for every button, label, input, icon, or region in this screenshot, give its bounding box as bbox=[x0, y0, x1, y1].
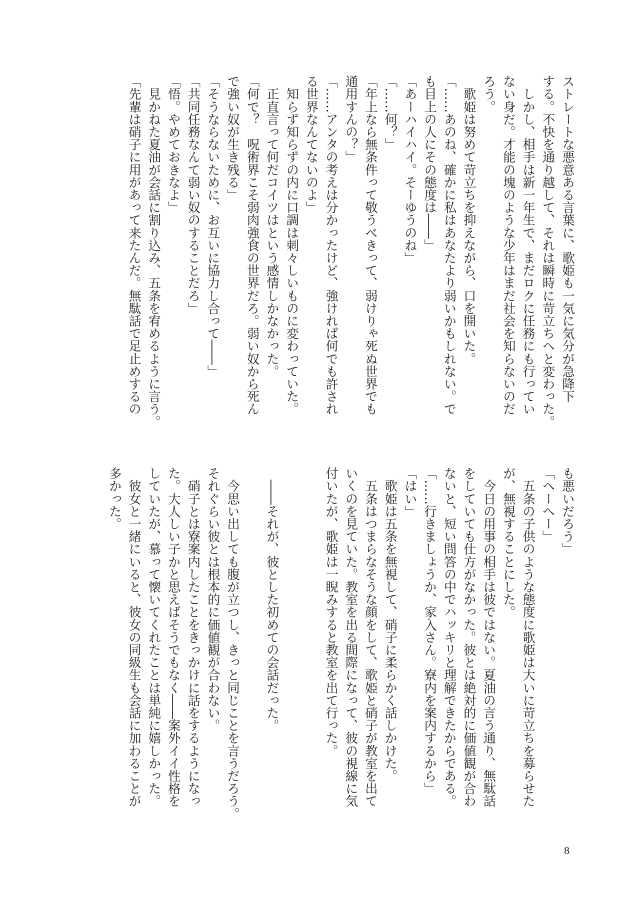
text-line: ストレートな悪意ある言葉に、歌姫も一気に気分が急降下 bbox=[560, 75, 575, 403]
text-line: 「そうならないために、お互いに協力し合って――」 bbox=[205, 75, 221, 378]
text-line: 五条はつまらなそうな顔をして、歌姫と硝子が教室を出て bbox=[362, 467, 378, 808]
text-line: ないと、短い問答の中でハッキリと理解できたからである。 bbox=[441, 467, 457, 808]
text-line: 多かった。 bbox=[106, 467, 122, 530]
text-line: ない身だ。才能の塊のような少年はまだ社会を知らないのだ bbox=[500, 75, 516, 416]
text-line: をしていても仕方がなかった。彼とは絶対的に価値観が合わ bbox=[461, 467, 477, 808]
page-number: 8 bbox=[564, 845, 570, 857]
text-line: 彼女と一緒にいると、彼女の同級生も会話に加わることが bbox=[126, 467, 142, 808]
text-line: 付いたが、歌姫は一睨みすると教室を出て行った。 bbox=[323, 467, 339, 757]
text-line: 「何で？ 呪術界こそ弱肉強食の世界だろ。弱い奴から死ん bbox=[244, 75, 260, 416]
text-line: 硝子とは寮案内したことをきっかけに話をするようになっ bbox=[185, 467, 201, 808]
text-line: 歌姫は努めて苛立ちを抑えながら、口を開いた。 bbox=[461, 75, 477, 365]
text-line: も目上の人にその態度は――」 bbox=[422, 75, 438, 252]
blank-line bbox=[281, 467, 301, 812]
text-line: 「悟。やめておきなよ」 bbox=[165, 75, 181, 214]
text-line: いくのを見ていた。教室を出る間際になって、彼の視線に気 bbox=[343, 467, 359, 808]
text-line: も悪いだろう」 bbox=[560, 467, 575, 556]
text-line: 「……アンタの考えは分かったけど、強ければ何でも許され bbox=[323, 75, 339, 416]
text-line: 見かねた夏油が会話に割り込み、五条を宥めるように言う。 bbox=[146, 75, 162, 428]
text-line: 「……あのね、確かに私はあなたより弱いかもしれない。で bbox=[441, 75, 457, 416]
text-line: 「……行きましょうか、家入さん。寮内を案内するから」 bbox=[422, 467, 438, 795]
text-line: 「……何？」 bbox=[382, 75, 398, 151]
text-line: 「はい」 bbox=[402, 467, 418, 518]
text-line: それぐらい彼とは根本的に価値観が合わない。 bbox=[205, 467, 221, 732]
text-line: しかし、相手は新一年生で、まだロクに任務にも行ってい bbox=[520, 75, 536, 416]
text-line: 「へーへー」 bbox=[540, 467, 556, 543]
text-line: 「年上なら無条件って敬うべきって、弱けりゃ死ぬ世界でも bbox=[362, 75, 378, 416]
text-line: 今思い出しても腹が立つし、きっと同じことを言うだろう。 bbox=[225, 467, 241, 820]
upper-text-block bbox=[124, 75, 577, 428]
text-line: していたが、慕って懐いてくれたことは単純に嬉しかった。 bbox=[146, 467, 162, 808]
text-line: 知らず知らずの内に口調は刺々しいものに変わっていた。 bbox=[284, 75, 300, 416]
text-line: ろう。 bbox=[481, 75, 497, 113]
text-line: 「先輩は硝子に用があって来たんだ。無駄話で足止めするの bbox=[126, 75, 142, 416]
text-line: 通用すんの？」 bbox=[343, 75, 359, 164]
text-line: る世界なんてないのよ」 bbox=[303, 75, 319, 214]
text-line: ――それが、彼とした初めての会話だった。 bbox=[264, 467, 280, 732]
blank-line bbox=[301, 467, 321, 812]
text-line: で強い奴が生き残る」 bbox=[225, 75, 241, 201]
text-line: 「共同任務なんて弱い奴のすることだろ」 bbox=[185, 75, 201, 315]
text-line: が、無視することにした。 bbox=[500, 467, 516, 619]
lower-text-block bbox=[104, 467, 577, 820]
text-line: 今日の用事の相手は彼ではない。夏油の言う通り、無駄話 bbox=[481, 467, 497, 808]
blank-line bbox=[242, 467, 262, 812]
text-line: する。不快を通り越して、それは瞬時に苛立ちへと変わった。 bbox=[540, 75, 556, 428]
text-line: 五条の子供のような態度に歌姫は大いに苛立ちを募らせた bbox=[520, 467, 536, 808]
text-line: 「あーハイハイ。そーゆうのね」 bbox=[402, 75, 418, 264]
text-line: 正直言って何だコイツはという感情しかなかった。 bbox=[264, 75, 280, 378]
text-line: 歌姫は五条を無視して、硝子に柔らかく話しかけた。 bbox=[382, 467, 398, 782]
text-line: た。大人しい子かと思えばそうでもなく――案外イイ性格を bbox=[165, 467, 181, 808]
